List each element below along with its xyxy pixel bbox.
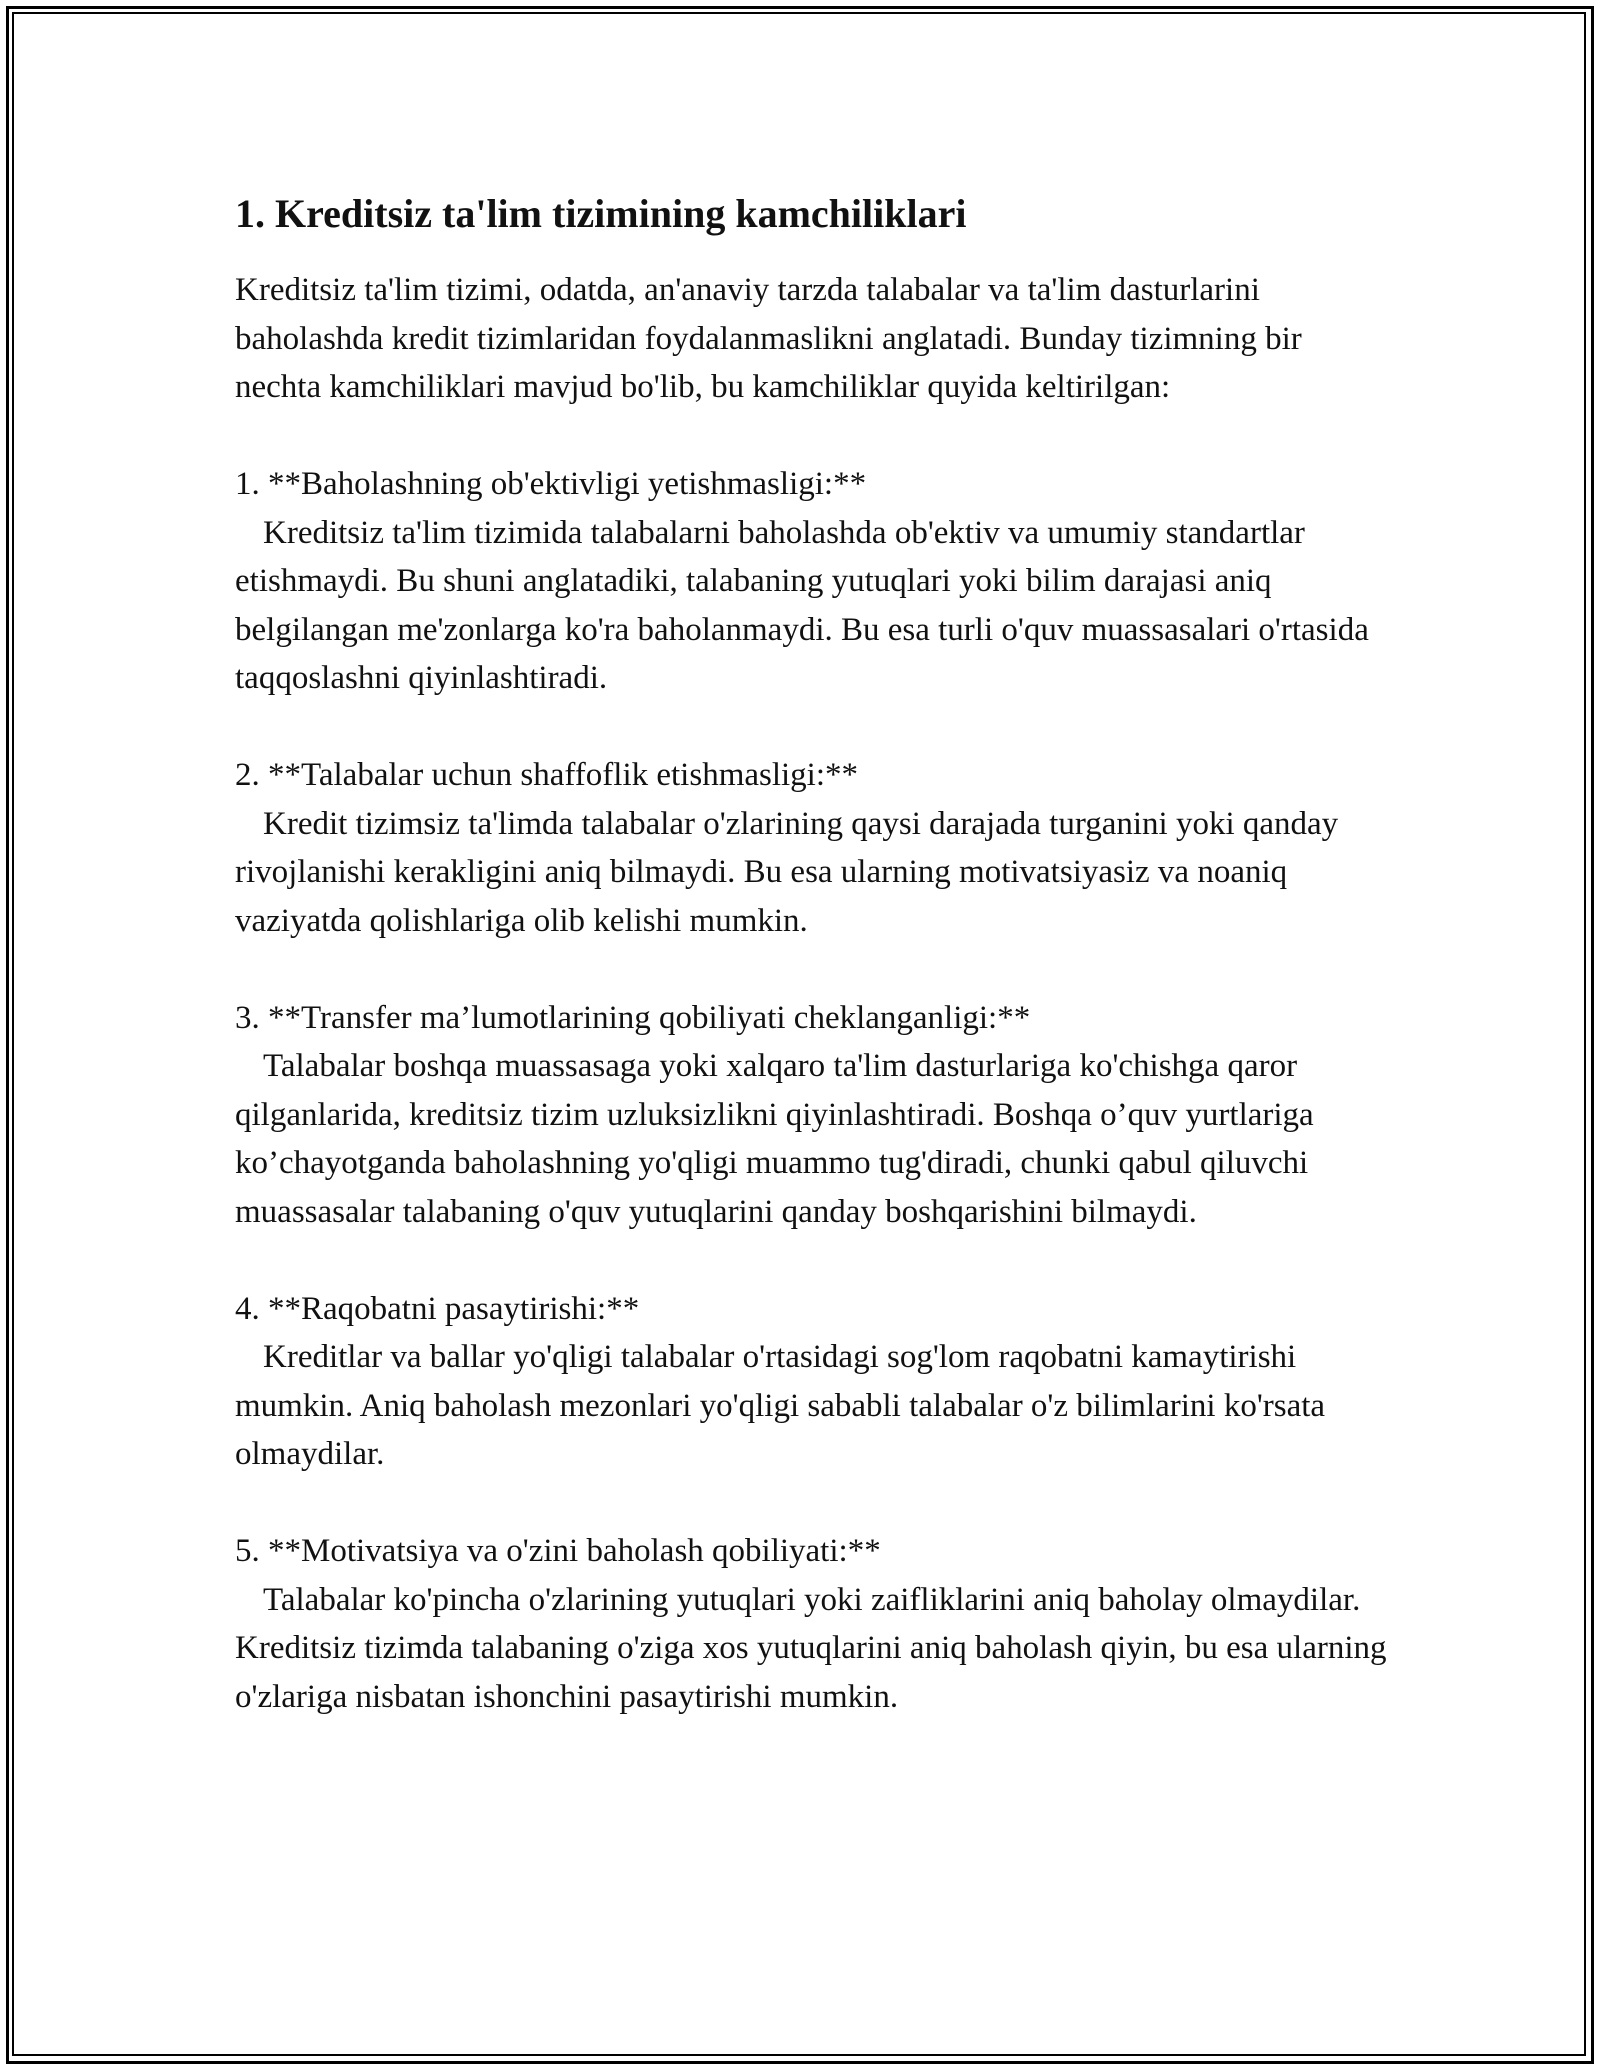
list-item-heading: 1. **Baholashning ob'ektivligi yetishmasligi:** [235, 466, 867, 502]
list-item-body: Kreditlar va ballar yo'qligi talabalar o'rtasidagi sog'lom raqobatni kamaytirishi mumkin. Aniq baholash mezonlari yo'qligi sababli talabalar o'z bilimlarini ko'rsata olmaydilar. [235, 1339, 1326, 1472]
list-item-body: Talabalar ko'pincha o'zlarining yutuqlari yoki zaifliklarini aniq baholay olmaydilar. Kreditsiz tizimda talabaning o'ziga xos yutuqlarini aniq baholash qiyin, bu esa ularning o'zlariga nisbatan ishonchini pasaytirishi mumkin. [235, 1581, 1387, 1715]
list-item-heading: 2. **Talabalar uchun shaffoflik etishmasligi:** [235, 757, 859, 793]
intro-paragraph: Kreditsiz ta'lim tizimi, odatda, an'anaviy tarzda talabalar va ta'lim dasturlarini baholashda kredit tizimlaridan foydalanmaslikni anglatadi. Bunday tizimning bir nechta kamchiliklari mavjud bo'lib, bu kamchiliklar quyida keltirilgan: [235, 272, 1302, 405]
document-page [235, 188, 1395, 1721]
list-item-heading: 4. **Raqobatni pasaytirishi:** [235, 1290, 640, 1327]
list-item [235, 1285, 1395, 1479]
list-item-body: Kreditsiz ta'lim tizimida talabalarni baholashda ob'ektiv va umumiy standartlar etishmaydi. Bu shuni anglatadiki, talabaning yutuqlari yoki bilim darajasi aniq belgilangan me'zonlarga ko'ra baholanmaydi. Bu esa turli o'quv muassasalari o'rtasida taqqoslashni qiyinlashtiradi. [235, 514, 1369, 696]
list-item [235, 1527, 1395, 1721]
list-item-body: Kredit tizimsiz ta'limda talabalar o'zlarining qaysi darajada turganini yoki qanday rivojlanishi kerakligini aniq bilmaydi. Bu esa ularning motivatsiyasiz va noaniq vaziyatda qolishlariga olib kelishi mumkin. [235, 805, 1339, 939]
document-title: 1. Kreditsiz ta'lim tizimining kamchiliklari [235, 191, 967, 236]
list-item [235, 460, 1395, 703]
list-item-heading: 3. **Transfer ma’lumotlarining qobiliyati cheklanganligi:** [235, 999, 1031, 1036]
list-item-body: Talabalar boshqa muassasaga yoki xalqaro ta'lim dasturlariga ko'chishga qaror qilganlarida, kreditsiz tizim uzluksizlikni qiyinlashtiradi. Boshqa o’quv yurtlariga ko’chayotganda baholashning yo'qligi muammo tug'diradi, chunki qabul qiluvchi muassasalar talabaning o'quv yutuqlarini qanday boshqarishini bilmaydi. [235, 1048, 1314, 1230]
list-item [235, 994, 1395, 1237]
list-item [235, 751, 1395, 945]
list-item-heading: 5. **Motivatsiya va o'zini baholash qobiliyati:** [235, 1533, 881, 1569]
